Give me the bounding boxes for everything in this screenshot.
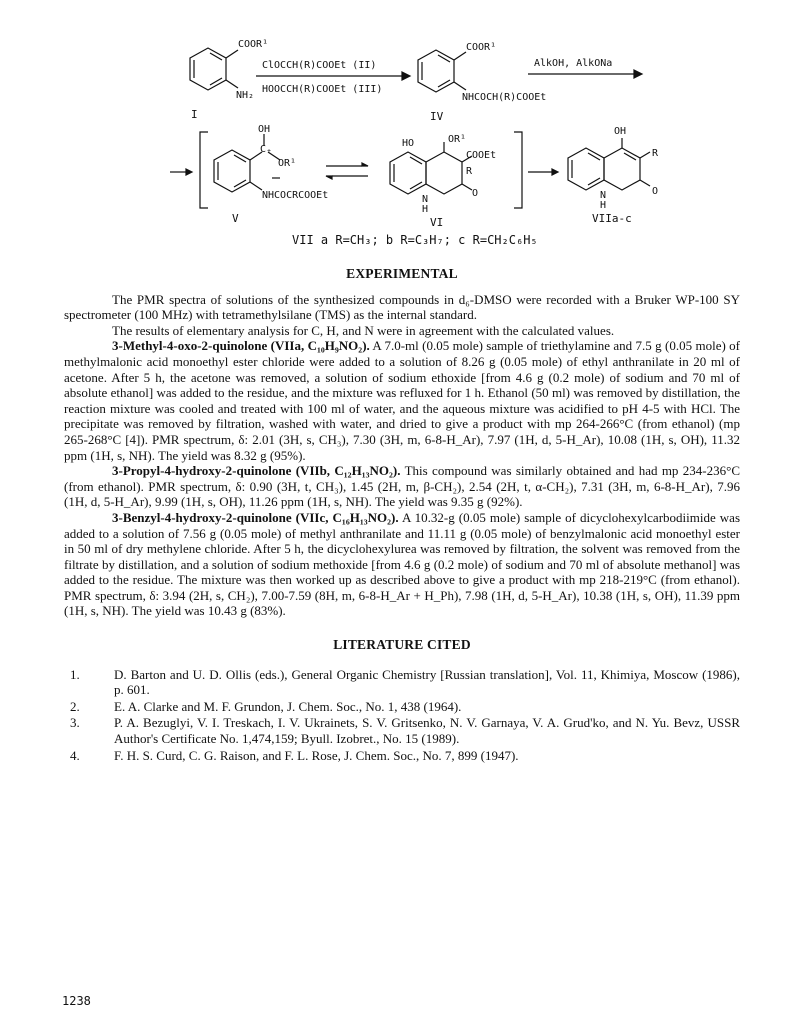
reference-item: [64, 715, 740, 746]
label-nhcoch: NHCOCH(R)COOEt: [462, 92, 547, 103]
reference-item: [64, 699, 740, 715]
reagent-III: HOOCCH(R)COOEt (III): [262, 84, 383, 95]
compound-IV-structure: [418, 50, 466, 92]
label-r-VI: R: [466, 166, 473, 177]
label-cooR1-I: COOR¹: [238, 39, 269, 50]
label-cplus: C₊: [260, 144, 273, 155]
compound-VII-structure: [568, 138, 650, 190]
label-oh-VII: OH: [614, 126, 627, 137]
compound-VIIa-body: A 7.0-ml (0.05 mole) sample of triethylamine and 7.5 g (0.05 mole) of methylmalonic acid monoethyl ester chloride were added to a solution of 8.26 g (0.05 mole) of ethyl anthranilate in 20 ml of acetone. After 5 h, the acetone was removed, a solution of sodium ethoxide [from 4.6 g (0.2 mole) of sodium and 70 ml of absolute ethanol] was added to the residue, and the mixture was refluxed for 1 h. Ethanol (50 ml) was removed by distillation, the reaction mixture was cooled and treated with 100 ml of water, and the aqueous mixture was acidified to pH 4-5 with HCl. The precipitate was removed by filtration, washed with water, and dried to give a product with mp 264-266°C (from ethanol) (mp 265-268°C [4]). PMR spectrum, δ: 2.01 (3H, s, CH₃), 7.30 (3H, m, 6-8-H_Ar), 7.97 (1H, d, 5-H_Ar), 10.08 (1H, s, OH), 11.32 ppm (1H, s, NH). The yield was 8.32 g (95%).: [64, 338, 741, 463]
reference-number: 1.: [70, 666, 80, 682]
reference-item: [64, 667, 740, 698]
page-number: 1238: [62, 994, 91, 1008]
reference-text: F. H. S. Curd, C. G. Raison, and F. L. Rose, J. Chem. Soc., No. 7, 899 (1947).: [114, 747, 519, 763]
reference-text: D. Barton and U. D. Ollis (eds.), General Organic Chemistry [Russian translation], Vol. 11, Khimiya, Moscow (1986), p. 601.: [114, 666, 740, 698]
label-ho-VI: HO: [402, 138, 415, 149]
reference-text: E. A. Clarke and M. F. Grundon, J. Chem. Soc., No. 1, 438 (1964).: [114, 698, 462, 714]
label-nhcocr: NHCOCRCOOEt: [262, 190, 329, 201]
label-n-VII: N: [600, 190, 607, 201]
compound-VIIb-body: This compound was similarly obtained and had mp 234-236°C (from ethanol). PMR spectrum, δ: 0.90 (3H, t, CH₃), 1.45 (2H, m, β-CH₂), 2.54 (2H, t, α-CH₂), 7.31 (3H, m, 6-8-H_Ar), 7.96 (1H, d, 5-H_Ar), 9.99 (1H, s, OH), 11.26 ppm (1H, s, NH). The yield was 9.35 g (92%).: [64, 463, 740, 510]
compound-V-label: V: [232, 212, 239, 225]
label-r-VII: R: [652, 148, 659, 159]
label-h-VI: H: [422, 204, 429, 215]
article-body: [64, 266, 740, 764]
compound-VI-structure: [390, 142, 472, 194]
label-or-VI: OR¹: [448, 134, 467, 145]
reference-text: P. A. Bezuglyi, V. I. Treskach, I. V. Ukrainets, S. V. Gritsenko, N. V. Garnaya, V. A. Grud'ko, and N. Yu. Bevz, USSR Author's Certificate No. 1,474,159; Byull. Izobret., No. 15 (1989).: [114, 715, 740, 747]
compound-V-structure: [214, 134, 280, 192]
label-o-VI: O: [472, 188, 479, 199]
paragraph-elemental-analysis: The results of elementary analysis for C, H, and N were in agreement with the calculated values.: [112, 322, 615, 338]
label-nh2: NH₂: [236, 90, 255, 101]
experimental-heading: EXPERIMENTAL: [346, 266, 458, 281]
scheme-caption: VII a R=CH₃; b R=C₃H₇; c R=CH₂C₆H₅: [292, 233, 538, 247]
reference-number: 2.: [70, 698, 80, 714]
reaction-scheme: [0, 0, 796, 262]
compound-VIIb-title: 3-Propyl-4-hydroxy-2-quinolone (VIIb, C₁₂H₁₃NO₂).: [112, 463, 401, 479]
label-o-VII: O: [652, 186, 659, 197]
reagent-base: AlkOH, AlkONa: [534, 58, 613, 69]
label-cooR1-IV: COOR¹: [466, 42, 497, 53]
label-cooet-VI: COOEt: [466, 150, 497, 161]
label-h-VII: H: [600, 200, 607, 211]
paragraph-compound-VIIb: [64, 463, 740, 510]
compound-I-label: I: [191, 108, 198, 121]
label-oh-V: OH: [258, 124, 271, 135]
reference-number: 3.: [70, 715, 80, 731]
literature-heading: LITERATURE CITED: [333, 637, 471, 653]
reference-number: 4.: [70, 747, 80, 763]
compound-VIIc-title: 3-Benzyl-4-hydroxy-2-quinolone (VIIc, C₁₆H₁₃NO₂).: [112, 509, 399, 525]
compound-I-structure: [190, 48, 238, 90]
reagent-II: ClOCCH(R)COOEt (II): [262, 60, 377, 71]
compound-VII-label: VIIa-c: [592, 212, 632, 225]
compound-VIIa-title: 3-Methyl-4-oxo-2-quinolone (VIIa, C₁₀H₉NO₂).: [112, 338, 370, 354]
paragraph-pmr-method: The PMR spectra of solutions of the synthesized compounds in d₆-DMSO were recorded with a Bruker WP-100 SY spectrometer (100 MHz) with tetramethylsilane (TMS) as the internal standard.: [64, 291, 740, 323]
label-or-V: OR¹: [278, 158, 297, 169]
reference-list: [64, 667, 740, 764]
compound-IV-label: IV: [430, 110, 444, 123]
compound-VI-label: VI: [430, 216, 444, 229]
label-n-VI: N: [422, 194, 429, 205]
compound-VIIc-body: A 10.32-g (0.05 mole) sample of dicyclohexylcarbodiimide was added to a solution of 7.56 g (0.05 mole) of methyl anthranilate and 11.11 g (0.05 mole) of benzylmalonic acid monoethyl ester in 50 ml of dry methylene chloride. After 5 h, the dicyclohexylurea was removed by filtration, the solvent was removed from the filtrate by distillation, and a solution of sodium methoxide [from 4.6 g (0.2 mole) of sodium and 70 ml of absolute methanol] was added to the residue. The mixture was then worked up as described above to give a product with mp 218-219°C (from ethanol). PMR spectrum, δ: 3.94 (2H, s, CH₂), 7.00-7.59 (8H, m, 6-8-H_Ar + H_Ph), 7.98 (1H, d, 5-H_Ar), 10.38 (1H, s, OH), 11.39 ppm (1H, s, NH). The yield was 10.43 g (83%).: [64, 509, 740, 619]
reference-item: [64, 748, 740, 764]
paragraph-compound-VIIa: [64, 338, 740, 463]
paragraph-compound-VIIc: [64, 510, 740, 619]
